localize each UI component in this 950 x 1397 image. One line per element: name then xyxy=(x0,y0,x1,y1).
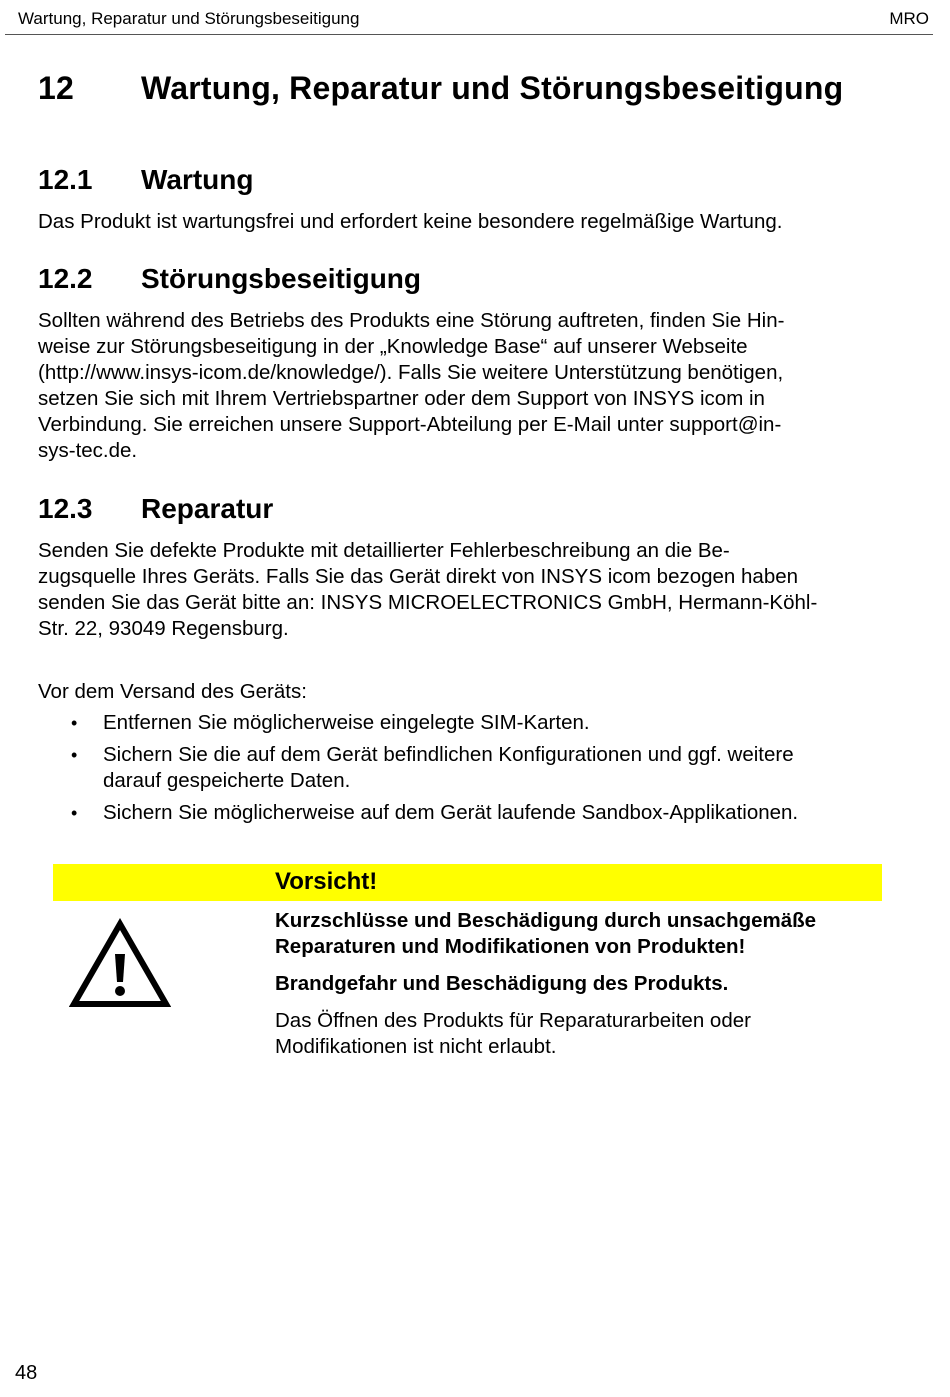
text-line: Senden Sie defekte Produkte mit detaillierter Fehlerbeschreibung an die Be- xyxy=(38,539,730,562)
text-line: Brandgefahr und Beschädigung des Produkts. xyxy=(275,972,729,995)
text-line: Entfernen Sie möglicherweise eingelegte SIM-Karten. xyxy=(103,711,590,734)
text-line: setzen Sie sich mit Ihrem Vertriebspartner oder dem Support von INSYS icom in xyxy=(38,387,765,410)
section-body-stoerungsbeseitigung xyxy=(38,308,888,464)
header-product-code: MRO xyxy=(889,9,929,28)
shipping-checklist xyxy=(38,710,898,832)
text-line: Reparaturen und Modifikationen von Produkten! xyxy=(275,935,746,958)
text-line: Das Produkt ist wartungsfrei und erfordert keine besondere regelmäßige Wartung. xyxy=(38,210,783,233)
text-line: Das Öffnen des Produkts für Reparaturarbeiten oder xyxy=(275,1009,751,1032)
caution-consequence xyxy=(275,971,875,997)
text-line: senden Sie das Gerät bitte an: INSYS MICROELECTRONICS GmbH, Hermann-Köhl- xyxy=(38,591,818,614)
chapter-title: Wartung, Reparatur und Störungsbeseitigung xyxy=(141,70,844,106)
header-section-title: Wartung, Reparatur und Störungsbeseitigung xyxy=(18,9,360,28)
text-line: Kurzschlüsse und Beschädigung durch unsachgemäße xyxy=(275,909,817,932)
bullet-icon: • xyxy=(71,803,78,823)
bullet-icon: • xyxy=(71,713,78,733)
list-item xyxy=(38,800,898,826)
text-line: zugsquelle Ihres Geräts. Falls Sie das Gerät direkt von INSYS icom bezogen haben xyxy=(38,565,799,588)
caution-instruction xyxy=(275,1008,875,1060)
shipping-intro xyxy=(38,679,888,705)
text-line: Sichern Sie möglicherweise auf dem Gerät laufende Sandbox-Applikationen. xyxy=(103,801,799,824)
warning-triangle-icon xyxy=(69,918,171,1010)
bullet-icon: • xyxy=(71,745,78,765)
chapter-heading xyxy=(38,70,843,107)
text-line: (http://www.insys-icom.de/knowledge/). Falls Sie weitere Unterstützung benötigen, xyxy=(38,361,784,384)
section-number: 12.1 xyxy=(38,164,93,195)
text-line: Vor dem Versand des Geräts: xyxy=(38,680,307,703)
list-item xyxy=(38,710,898,736)
text-line: Str. 22, 93049 Regensburg. xyxy=(38,617,289,640)
list-item xyxy=(38,742,898,794)
section-body-wartung xyxy=(38,209,888,235)
section-title: Reparatur xyxy=(141,493,274,524)
text-line: Sichern Sie die auf dem Gerät befindlichen Konfigurationen und ggf. weitere xyxy=(103,743,794,766)
section-number: 12.2 xyxy=(38,263,93,294)
page-header xyxy=(5,6,933,35)
caution-highlight-bar xyxy=(53,864,882,901)
section-title: Wartung xyxy=(141,164,254,195)
section-body-reparatur xyxy=(38,538,888,642)
section-heading-wartung xyxy=(38,164,254,196)
text-line: Sollten während des Betriebs des Produkts eine Störung auftreten, finden Sie Hin- xyxy=(38,309,785,332)
section-heading-reparatur xyxy=(38,493,273,525)
text-line: sys-tec.de. xyxy=(38,439,138,462)
section-number: 12.3 xyxy=(38,493,93,524)
chapter-number: 12 xyxy=(38,70,74,106)
text-line: darauf gespeicherte Daten. xyxy=(103,769,351,792)
section-title: Störungsbeseitigung xyxy=(141,263,421,294)
section-heading-stoerungsbeseitigung xyxy=(38,263,421,295)
page-number: 48 xyxy=(15,1362,38,1384)
text-line: weise zur Störungsbeseitigung in der „Knowledge Base“ auf unserer Webseite xyxy=(38,335,748,358)
caution-title: Vorsicht! xyxy=(275,868,378,895)
caution-hazard xyxy=(275,908,875,960)
text-line: Verbindung. Sie erreichen unsere Support-Abteilung per E-Mail unter support@in- xyxy=(38,413,782,436)
text-line: Modifikationen ist nicht erlaubt. xyxy=(275,1035,557,1058)
